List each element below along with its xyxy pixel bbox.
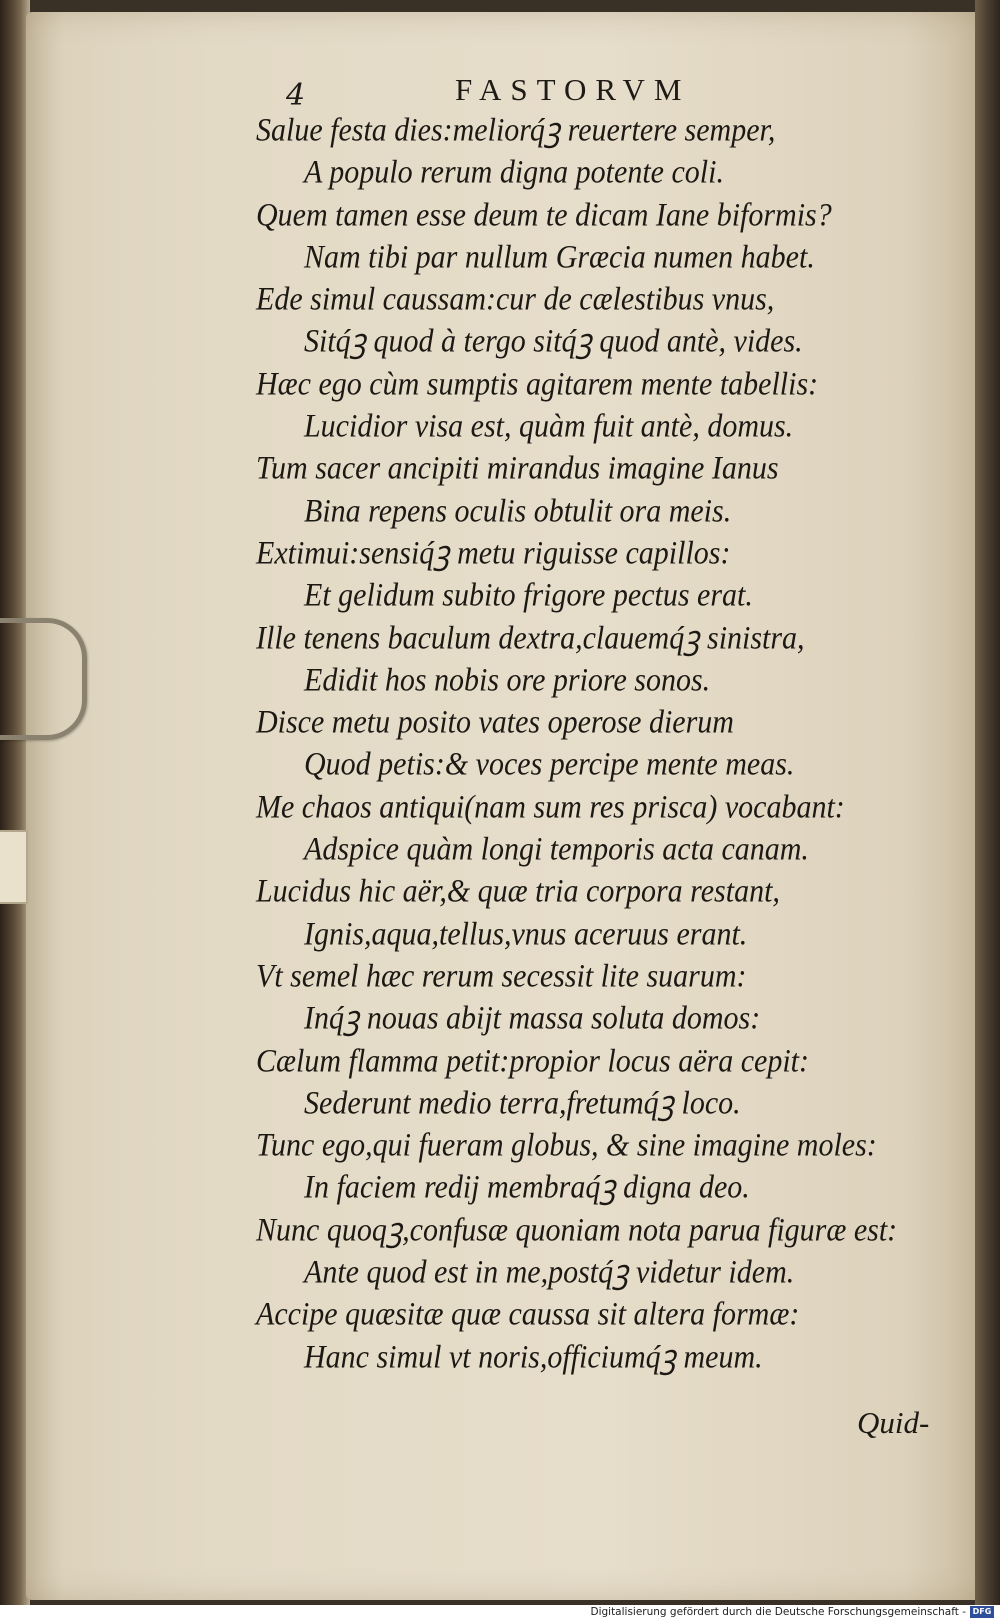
verse-line: Me chaos antiqui(nam sum res prisca) vocabant: bbox=[256, 789, 845, 826]
verse-list bbox=[256, 110, 956, 1379]
verse-line: Ille tenens baculum dextra,clauemq́ꝫ sinistra, bbox=[256, 620, 805, 656]
verse-line: Extimui:sensiq́ꝫ metu riguisse capillos: bbox=[256, 535, 731, 572]
verse-line: Sederunt medio terra,fretumq́ꝫ loco. bbox=[304, 1085, 741, 1122]
verse-line: Edidit hos nobis ore priore sonos. bbox=[304, 662, 711, 699]
verse-line: Ede simul caussam:cur de cælestibus vnus, bbox=[256, 281, 775, 318]
verse-line: A populo rerum digna potente coli. bbox=[304, 154, 724, 191]
verse-line: Lucidior visa est, quàm fuit antè, domus. bbox=[304, 408, 794, 445]
verse-line: Ante quod est in me,postq́ꝫ videtur idem. bbox=[304, 1254, 795, 1291]
verse-line: Nunc quoqꝫ,confusæ quoniam nota parua figuræ est: bbox=[256, 1212, 898, 1248]
verse-line: Vt semel hæc rerum secessit lite suarum: bbox=[256, 958, 747, 995]
verse-line: Sitq́ꝫ quod à tergo sitq́ꝫ quod antè, vides. bbox=[304, 324, 803, 360]
verse-line: Adspice quàm longi temporis acta canam. bbox=[304, 831, 809, 868]
verse-line: Salue festa dies:meliorq́ꝫ reuertere semper, bbox=[256, 112, 776, 149]
verse-line: Lucidus hic aër,& quæ tria corpora restant, bbox=[256, 873, 780, 910]
verse-line: Ignis,aqua,tellus,vnus aceruus erant. bbox=[304, 916, 748, 952]
verse-line: Nam tibi par nullum Græcia numen habet. bbox=[304, 239, 815, 276]
verse-line: Tunc ego,qui fueram globus, & sine imagine moles: bbox=[256, 1127, 877, 1164]
funding-note: Digitalisierung gefördert durch die Deutsche Forschungsgemeinschaft - bbox=[590, 1606, 966, 1618]
verse-line: Accipe quæsitæ quæ caussa sit altera formæ: bbox=[256, 1296, 800, 1333]
verse-line: Hanc simul vt noris,officiumq́ꝫ meum. bbox=[304, 1339, 763, 1375]
page-number: 4 bbox=[286, 78, 306, 113]
dfg-logo-icon: DFG bbox=[970, 1606, 994, 1618]
bookmark-tab bbox=[0, 830, 28, 904]
catchword: Quid- bbox=[857, 1405, 930, 1440]
running-head: FASTORVM bbox=[455, 72, 691, 107]
verse-line: Inq́ꝫ nouas abijt massa soluta domos: bbox=[304, 1000, 761, 1037]
verse-line: In faciem redij membraq́ꝫ digna deo. bbox=[304, 1170, 750, 1206]
verse-line: Cælum flamma petit:propior locus aëra cepit: bbox=[256, 1043, 810, 1079]
verse-line: Bina repens oculis obtulit ora meis. bbox=[304, 493, 732, 529]
paper-clip-icon bbox=[0, 618, 87, 740]
verse-line: Et gelidum subito frigore pectus erat. bbox=[304, 577, 753, 614]
verse-line: Tum sacer ancipiti mirandus imagine Ianus bbox=[256, 451, 779, 487]
verse-line: Quem tamen esse deum te dicam Iane biformis? bbox=[256, 197, 832, 233]
verse-line: Disce metu posito vates operose dierum bbox=[256, 704, 734, 741]
verse-line: Quod petis:& voces percipe mente meas. bbox=[304, 747, 795, 783]
verse-line: Hæc ego cùm sumptis agitarem mente tabellis: bbox=[256, 366, 819, 403]
page-edges bbox=[975, 0, 1000, 1605]
